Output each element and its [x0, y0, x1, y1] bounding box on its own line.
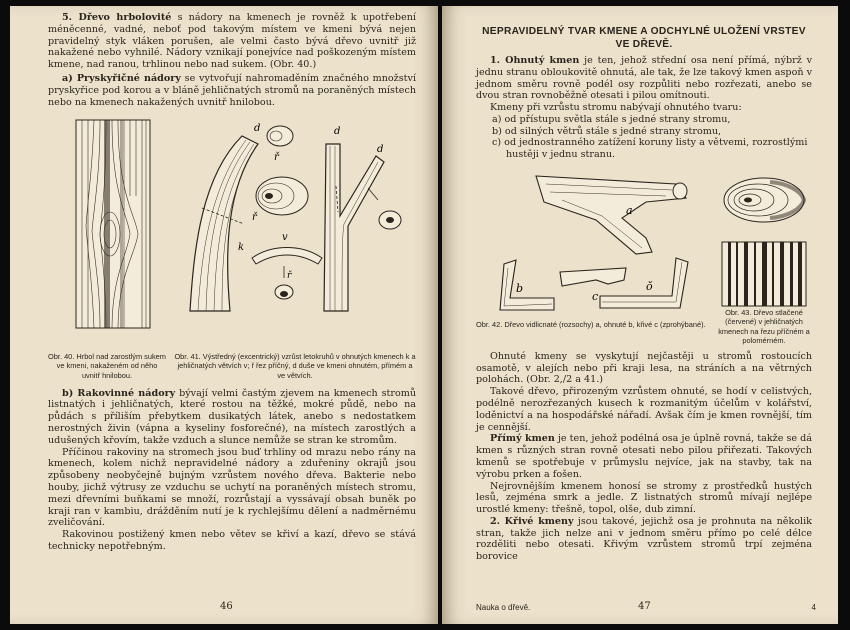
label-o: ŏ [646, 280, 653, 294]
list-item: c) od jednostranného zatížení koruny listy a větvemi, rozrostlými hustěji v jednu stranu. [492, 137, 808, 160]
paragraph: Ohnuté kmeny se vyskytují nejčastěji u stromů rostoucích osamotě, v alejích nebo při kraji lesa, na stráních a na větrných polohách. (Obr. 2,/2 a 41.) [476, 350, 812, 386]
hrbol-illustration [48, 116, 166, 348]
figure-row [48, 116, 416, 348]
paragraph: 1. Ohnutý kmen je ten, jehož střední osa není přímá, nýbrž v jednu stranu obloukovitě ohnutá, ale tak, že lze takový kmen aspoň v jednom směru rovně podél osy rozpůliti nebo rozřezati, anebo se dvou stran rovnoběžně otesati i pilou omítnouti. [476, 55, 812, 102]
paragraph: Kmeny při vzrůstu stromu nabývají ohnutého tvaru: [490, 102, 742, 114]
caption-row-right [476, 308, 812, 345]
label-r: ř [252, 212, 257, 224]
label-v: v [282, 232, 288, 244]
cause-list [476, 114, 812, 160]
figure-43 [714, 168, 814, 328]
list-item: b) od silných větrů stále s jedné strany stromu, [492, 125, 722, 137]
paragraph: 5. Dřevo hrbolovité s nádory na kmenech je rovněž k upotřebení méněcenné, vadné, neboť pod takovým místem ve kmeni bývá nejen pravidelný styk vláken porušen, ale velmi často bývá dřevo uvnitř již nakažené nebo vyhnilé. Nádory vznikají ponejvíce nad poškozeným místem kmene, nad ranou, trhlinou nebo nad sukem. (Obr. 40.) [48, 12, 416, 71]
paragraph: Rakovinou postižený kmen nebo větev se křiví a kazí, dřevo se stává technicky nepotřebným. [48, 529, 416, 553]
fig42-caption: Obr. 42. Dřevo vidlicnaté (rozsochy) a, ohnuté b, křivé c (zprohýbané). [476, 320, 706, 330]
fig41-caption: Obr. 41. Výstředný (excentrický) vzrůst letokruhů v ohnutých kmenech k a jehličnatých větvích v; ř řez příčný, d duše ve kmeni ohnutém, přímém a ve větvích. [174, 352, 416, 380]
forked-bent-wood-illustration [476, 168, 708, 328]
paragraph: Nejrovnějším kmenem honosí se stromy z prostředků hustých lesů, zejména smrk a jedle. Z listnatých stromů mívají nejlépe urostlé kmeny: třešně, topol, olše, dub zimní. [476, 480, 812, 516]
figure-42 [476, 168, 708, 328]
excentric-growth-illustration [172, 116, 422, 316]
label-d: d [254, 123, 261, 135]
figure-row-right [476, 168, 812, 328]
fig43-caption: Obr. 43. Dřevo stlačené (červené) v jehličnatých kmenech na řezu příčném a polomérném. [718, 308, 810, 345]
label-c: c [592, 290, 599, 304]
paragraph: Přímý kmen je ten, jehož podélná osa je úplně rovná, takže se dá kmen s různých stran rovně otesati nebo pilou přiřezati. Takových kmenů se spotřebuje v průmyslu nejvíce, jak na stavby, tak na výrobu prken a fošen. [476, 433, 812, 480]
left-page [10, 6, 438, 624]
list-item: a) od přístupu světla stále s jedné strany stromu, [492, 113, 731, 125]
paragraph: 2. Křivé kmeny jsou takové, jejichž osa je prohnuta na několik stran, takže jich nelze ani v jednom směru přímo po celé délce rozděliti nebo otesati. Křivým vzrůstem stromů trpí zejména borovice [476, 515, 812, 563]
figure-40 [48, 116, 166, 348]
paragraph: Příčinou rakoviny na stromech jsou buď trhliny od mrazu nebo rány na kmenech, kolem nichž nepravidelné nádory a zduřeniny okrajů jsou způsobeny neobyčejně bujným vzrůstem nového dřeva. Bakterie nebo houby, jichž výtrusy ze vzduchu se uchytí na poraněných místech stromu, mezi dřevními buňkami se množí, rozrůstají a vyssávají obsah buněk po kraji ran v kambiu, drážděním nutí je k rychlejšímu dělení a nadměrnému zveličování. [48, 446, 416, 529]
label-r3: ř [287, 271, 292, 282]
right-page [442, 6, 838, 624]
page-number: 46 [220, 601, 233, 612]
paragraph: a) Pryskyřičné nádory se vytvořují nahromaděním značného množství pryskyřice pod korou a v bláně jehličnatých stromů na poraněných místech nebo na kmenech nakažených uvnitř hnilobou. [48, 72, 416, 108]
paragraph: b) Rakovinné nádory bývají velmi častým zjevem na kmenech stromů listnatých i jehličnatých, které rostou na těžké, mokré půdě, nebo na půdách s příliším přebytkem dusikatých látek, anebo s nedostatkem nerostných živin (vápna a kyseliny fosforečné), na místech zarostlých a udušených křovím, takže vzduch a slunce nemůže se stran ke stromům. [48, 387, 416, 446]
label-a: a [626, 204, 633, 218]
paragraph: Takové dřevo, přirozeným vzrůstem ohnuté, se hodí v celistvých, podélně nerozřezaných kusech k rozmanitým účelům v kolářství, loděnictví a na hospodářské nářadí. Avšak čím je kmen rovnější, tím je cennější. [476, 386, 812, 433]
label-d3: d [377, 144, 384, 156]
sheet-mark: 4 [811, 603, 816, 612]
label-d2: d [334, 126, 341, 138]
label-k: k [238, 242, 245, 254]
figure-41 [172, 116, 422, 316]
label-b: b [516, 282, 524, 296]
page-number: 47 [638, 601, 651, 612]
fig40-caption: Obr. 40. Hrbol nad zarostlým sukem ve kmeni, nakaženém od něho uvnitř hnilobou. [48, 352, 166, 380]
section-title: NEPRAVIDELNÝ TVAR KMENE A ODCHYLNÉ ULOŽENÍ VRSTEV VE DŘEVĚ. [482, 26, 806, 50]
footer-title: Nauka o dřevě. [476, 603, 531, 612]
label-r2: ř [274, 152, 279, 164]
compressed-wood-illustration [714, 168, 814, 328]
